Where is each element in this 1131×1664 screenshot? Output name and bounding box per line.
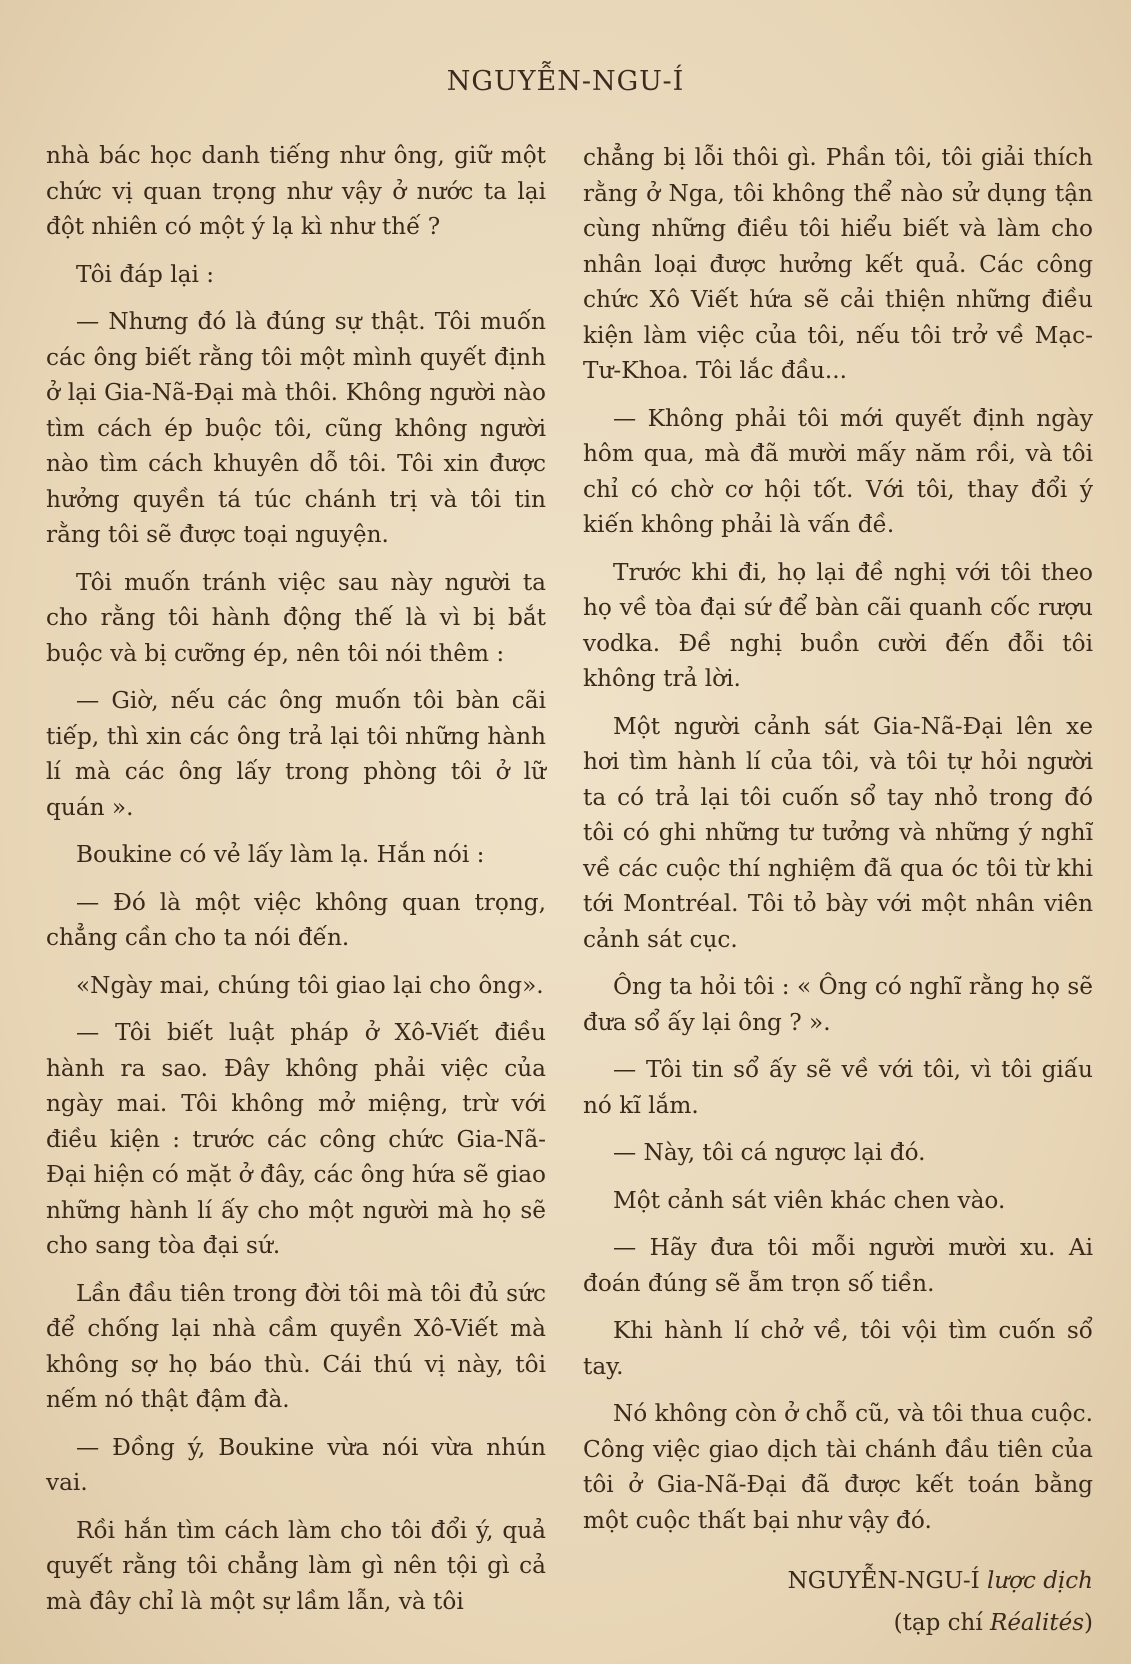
paragraph: — Này, tôi cá ngược lại đó. bbox=[613, 1139, 926, 1166]
paragraph: Khi hành lí chở về, tôi vội tìm cuốn sổ tay. bbox=[583, 1317, 1093, 1380]
paragraph: — Tôi biết luật pháp ở Xô-Viết điều hành ra sao. Đây không phải việc của ngày mai. Tôi không mở miệng, trừ với điều kiện : trước các công chức Gia-Nã-Đại hiện có mặt ở đây, các ông hứa sẽ giao những hành lí ấy cho một người mà họ sẽ cho sang tòa đại sứ. bbox=[46, 1019, 546, 1259]
paragraph: Boukine có vẻ lấy làm lạ. Hắn nói : bbox=[76, 841, 485, 868]
source-name: Réalités bbox=[990, 1609, 1085, 1636]
left-column bbox=[46, 138, 546, 1631]
paragraph: — Nhưng đó là đúng sự thật. Tôi muốn các ông biết rằng tôi một mình quyết định ở lại Gia-Nã-Đại mà thôi. Không người nào tìm cách ép buộc tôi, cũng không người nào tìm cách khuyên dỗ tôi. Tôi xin được hưởng quyền tá túc chánh trị và tôi tin rằng tôi sẽ được toại nguyện. bbox=[46, 308, 546, 548]
translator-name: NGUYỄN-NGU-Í bbox=[787, 1568, 980, 1594]
paragraph: Tôi muốn tránh việc sau này người ta cho rằng tôi hành động thế là vì bị bắt buộc và bị cưỡng ép, nên tôi nói thêm : bbox=[46, 568, 546, 667]
paragraph: nhà bác học danh tiếng như ông, giữ một chức vị quan trọng như vậy ở nước ta lại đột nhiên có một ý lạ kì như thế ? bbox=[46, 142, 546, 240]
paragraph: Ông ta hỏi tôi : « Ông có nghĩ rằng họ sẽ đưa sổ ấy lại ông ? ». bbox=[583, 973, 1093, 1036]
paragraph: Rồi hắn tìm cách làm cho tôi đổi ý, quả quyết rằng tôi chẳng làm gì nên tội gì cả mà đây chỉ là một sự lầm lẫn, và tôi bbox=[46, 1516, 546, 1615]
paragraph: Trước khi đi, họ lại đề nghị với tôi theo họ về tòa đại sứ để bàn cãi quanh cốc rượu vodka. Đề nghị buồn cười đến đỗi tôi không trả lời. bbox=[583, 558, 1093, 692]
paragraph: — Giờ, nếu các ông muốn tôi bàn cãi tiếp, thì xin các ông trả lại tôi những hành lí mà các ông lấy trong phòng tôi ở lữ quán ». bbox=[46, 687, 546, 821]
paragraph: — Đó là một việc không quan trọng, chẳng cần cho ta nói đến. bbox=[46, 888, 546, 951]
translator-note: lược dịch bbox=[987, 1568, 1093, 1594]
paragraph: Tôi đáp lại : bbox=[76, 260, 215, 288]
paragraph: — Không phải tôi mới quyết định ngày hôm qua, mà đã mười mấy năm rồi, và tôi chỉ có chờ cơ hội tốt. Với tôi, thay đổi ý kiến không phải là vấn đề. bbox=[583, 404, 1093, 538]
paragraph: «Ngày mai, chúng tôi giao lại cho ông». bbox=[76, 971, 544, 999]
source-prefix: (tạp chí bbox=[893, 1609, 983, 1636]
source-suffix: ) bbox=[1084, 1609, 1093, 1636]
paragraph: Nó không còn ở chỗ cũ, và tôi thua cuộc. Công việc giao dịch tài chánh đầu tiên của tôi ở Gia-Nã-Đại đã được kết toán bằng một cuộc thất bại như vậy đó. bbox=[583, 1400, 1093, 1534]
source-credit bbox=[583, 1606, 1093, 1642]
paragraph: Một cảnh sát viên khác chen vào. bbox=[613, 1186, 1006, 1214]
paragraph: — Tôi tin sổ ấy sẽ về với tôi, vì tôi giấu nó kĩ lắm. bbox=[583, 1056, 1093, 1119]
right-column bbox=[583, 140, 1093, 1653]
paragraph: chẳng bị lỗi thôi gì. Phần tôi, tôi giải thích rằng ở Nga, tôi không thể nào sử dụng tận cùng những điều tôi hiểu biết và làm cho nhân loại được hưởng kết quả. Các công chức Xô Viết hứa sẽ cải thiện những điều kiện làm việc của tôi, nếu tôi trở về Mạc-Tư-Khoa. Tôi lắc đầu... bbox=[583, 144, 1093, 384]
running-header: NGUYỄN-NGU-Í bbox=[446, 66, 685, 97]
paragraph: — Đồng ý, Boukine vừa nói vừa nhún vai. bbox=[46, 1433, 546, 1496]
translator-credit bbox=[583, 1564, 1093, 1600]
paragraph: Một người cảnh sát Gia-Nã-Đại lên xe hơi tìm hành lí của tôi, và tôi tự hỏi người ta có trả lại tôi cuốn sổ tay nhỏ trong đó tôi có ghi những tư tưởng và những ý nghĩ về các cuộc thí nghiệm đã qua óc tôi từ khi tới Montréal. Tôi tỏ bày với một nhân viên cảnh sát cục. bbox=[583, 712, 1093, 953]
paragraph: — Hãy đưa tôi mỗi người mười xu. Ai đoán đúng sẽ ẵm trọn số tiền. bbox=[583, 1234, 1093, 1297]
paragraph: Lần đầu tiên trong đời tôi mà tôi đủ sức để chống lại nhà cầm quyền Xô-Viết mà không sợ họ báo thù. Cái thú vị này, tôi nếm nó thật đậm đà. bbox=[46, 1279, 546, 1413]
